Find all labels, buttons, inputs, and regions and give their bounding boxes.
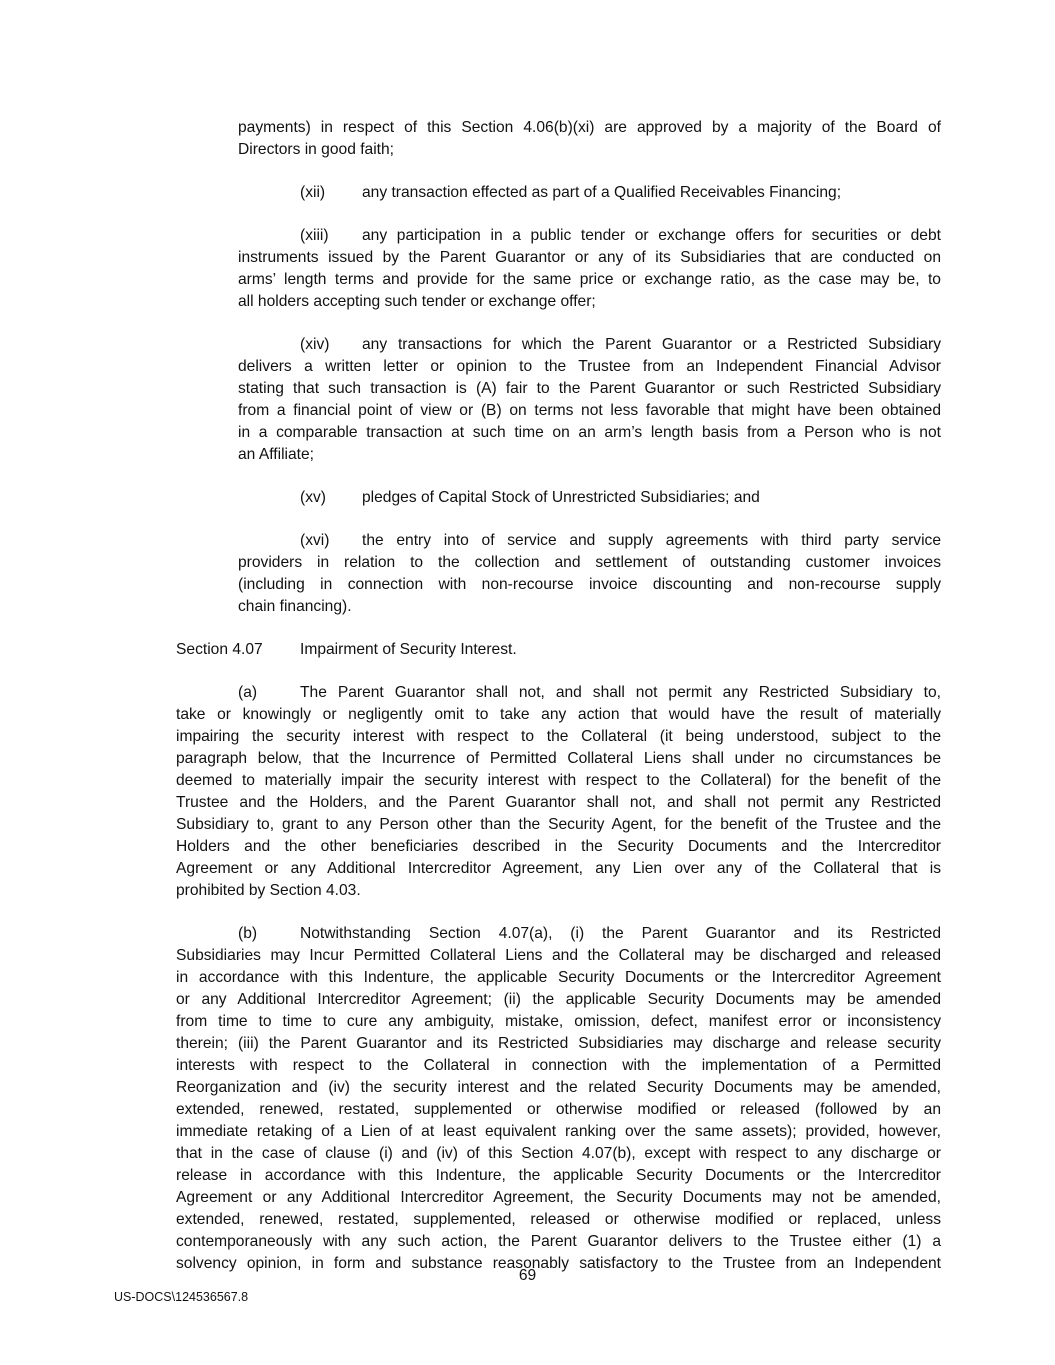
clause-text: the entry into of service and supply agreements with third party service bbox=[362, 532, 941, 549]
clause-label: (a) bbox=[238, 684, 258, 701]
document-body bbox=[176, 117, 941, 1296]
clause-label: (xiv) bbox=[300, 336, 330, 353]
clause-text: pledges of Capital Stock of Unrestricted Subsidiaries; and bbox=[362, 489, 760, 506]
text-line: Reorganization and (iv) the security interest and the related Security Documents may be amended, bbox=[176, 1079, 941, 1096]
clause-label: Section 4.07 bbox=[176, 641, 263, 658]
text-line: release in accordance with this Indenture, the applicable Security Documents or the Intercreditor bbox=[176, 1167, 941, 1184]
clause-text: any transaction effected as part of a Qualified Receivables Financing; bbox=[362, 184, 842, 201]
section-heading bbox=[176, 639, 941, 661]
text-line: stating that such transaction is (A) fair to the Parent Guarantor or such Restricted Subsidiary bbox=[238, 380, 941, 397]
text-line: all holders accepting such tender or exchange offer; bbox=[238, 293, 596, 310]
text-line: from time to time to cure any ambiguity, mistake, omission, defect, manifest error or inconsistency bbox=[176, 1013, 941, 1030]
text-line: providers in relation to the collection and settlement of outstanding customer invoices bbox=[238, 554, 941, 571]
text-line: Subsidiary to, grant to any Person other than the Security Agent, for the benefit of the Trustee and the bbox=[176, 816, 941, 833]
text-line: from a financial point of view or (B) on terms not less favorable that might have been obtained bbox=[238, 402, 941, 419]
text-line: (including in connection with non-recourse invoice discounting and non-recourse supply bbox=[238, 576, 941, 593]
text-line: that in the case of clause (i) and (iv) of this Section 4.07(b), except with respect to any discharge or bbox=[176, 1145, 941, 1162]
text-line: Subsidiaries may Incur Permitted Collateral Liens and the Collateral may be discharged and released bbox=[176, 947, 941, 964]
text-line: in accordance with this Indenture, the applicable Security Documents or the Intercreditor Agreement bbox=[176, 969, 941, 986]
page-number: 69 bbox=[518, 1267, 537, 1284]
text-line: interests with respect to the Collateral in connection with the implementation of a Permitted bbox=[176, 1057, 941, 1074]
text-line bbox=[300, 530, 941, 552]
text-line: in a comparable transaction at such time on an arm’s length basis from a Person who is not bbox=[238, 424, 941, 441]
clause-label: (xiii) bbox=[300, 227, 329, 244]
text-line: impairing the security interest with respect to the Collateral (it being understood, subject to the bbox=[176, 728, 941, 745]
text-line: prohibited by Section 4.03. bbox=[176, 882, 361, 899]
text-line bbox=[238, 682, 941, 704]
text-line: delivers a written letter or opinion to the Trustee from an Independent Financial Advisor bbox=[238, 358, 941, 375]
clause-paragraph bbox=[176, 923, 941, 1275]
text-line: or any Additional Intercreditor Agreement; (ii) the applicable Security Documents may be amended bbox=[176, 991, 941, 1008]
text-line bbox=[300, 182, 941, 204]
text-line: Trustee and the Holders, and the Parent Guarantor shall not, and shall not permit any Restricted bbox=[176, 794, 941, 811]
clause-label: (b) bbox=[238, 925, 258, 942]
text-line bbox=[300, 225, 941, 247]
text-line: immediate retaking of a Lien of at least equivalent ranking over the same assets); provided, however, bbox=[176, 1123, 941, 1140]
clause-paragraph bbox=[176, 334, 941, 466]
text-line: deemed to materially impair the security interest with respect to the Collateral) for the benefit of the bbox=[176, 772, 941, 789]
text-line: Agreement or any Additional Intercreditor Agreement, the Security Documents may not be amended, bbox=[176, 1189, 941, 1206]
text-line: therein; (iii) the Parent Guarantor and its Restricted Subsidiaries may discharge and release security bbox=[176, 1035, 941, 1052]
text-line: instruments issued by the Parent Guarantor or any of its Subsidiaries that are conducted on bbox=[238, 249, 941, 266]
clause-text: any participation in a public tender or exchange offers for securities or debt bbox=[362, 227, 941, 244]
text-line: arms’ length terms and provide for the same price or exchange ratio, as the case may be, to bbox=[238, 271, 941, 288]
text-line: chain financing). bbox=[238, 598, 352, 615]
clause-text: Notwithstanding Section 4.07(a), (i) the Parent Guarantor and its Restricted bbox=[300, 925, 941, 942]
text-line bbox=[176, 639, 941, 661]
clause-paragraph bbox=[176, 225, 941, 313]
text-line bbox=[238, 923, 941, 945]
document-id-footer: US-DOCS\124536567.8 bbox=[114, 1290, 249, 1304]
text-line: solvency opinion, in form and substance reasonably satisfactory to the Trustee from an Independent bbox=[176, 1255, 941, 1272]
clause-label: (xv) bbox=[300, 489, 326, 506]
clause-label: (xii) bbox=[300, 184, 326, 201]
clause-paragraph bbox=[176, 487, 941, 509]
text-line: payments) in respect of this Section 4.06(b)(xi) are approved by a majority of the Board of bbox=[238, 119, 941, 136]
clause-paragraph bbox=[176, 682, 941, 902]
text-line: paragraph below, that the Incurrence of Permitted Collateral Liens shall under no circumstances be bbox=[176, 750, 941, 767]
text-line: Directors in good faith; bbox=[238, 141, 395, 158]
text-line: take or knowingly or negligently omit to take any action that would have the result of materially bbox=[176, 706, 941, 723]
clause-text: The Parent Guarantor shall not, and shall not permit any Restricted Subsidiary to, bbox=[300, 684, 941, 701]
text-line bbox=[300, 334, 941, 356]
clause-paragraph bbox=[176, 530, 941, 618]
clause-label: (xvi) bbox=[300, 532, 330, 549]
text-line: extended, renewed, restated, supplemented or otherwise modified or released (followed by an bbox=[176, 1101, 941, 1118]
clause-paragraph bbox=[176, 117, 941, 161]
clause-text: any transactions for which the Parent Guarantor or a Restricted Subsidiary bbox=[362, 336, 941, 353]
text-line: Holders and the other beneficiaries described in the Security Documents and the Intercreditor bbox=[176, 838, 941, 855]
clause-text: Impairment of Security Interest. bbox=[300, 641, 517, 658]
text-line bbox=[300, 487, 941, 509]
text-line: Agreement or any Additional Intercreditor Agreement, any Lien over any of the Collateral that is bbox=[176, 860, 941, 877]
text-line: contemporaneously with any such action, the Parent Guarantor delivers to the Trustee either (1) a bbox=[176, 1233, 941, 1250]
clause-paragraph bbox=[176, 182, 941, 204]
text-line: an Affiliate; bbox=[238, 446, 315, 463]
text-line: extended, renewed, restated, supplemented, released or otherwise modified or replaced, unless bbox=[176, 1211, 941, 1228]
